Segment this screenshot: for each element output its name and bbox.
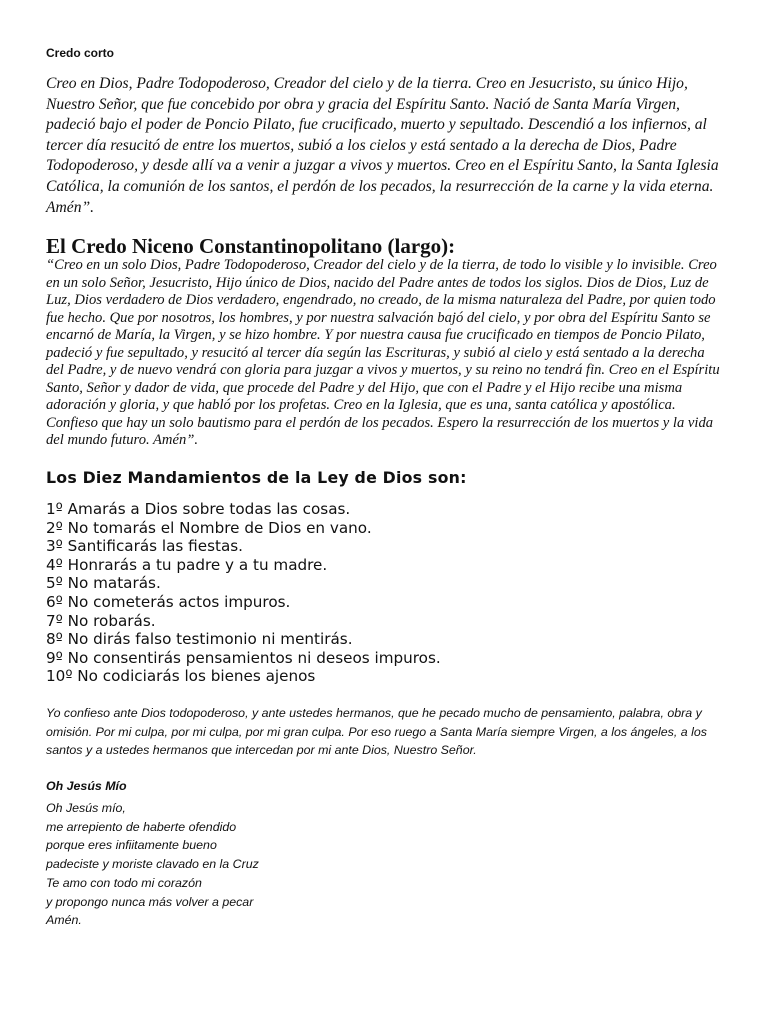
- credo-corto-heading: Credo corto: [46, 46, 115, 60]
- prayer-line: porque eres infiitamente bueno: [46, 838, 217, 853]
- list-item: 2º No tomarás el Nombre de Dios en vano.: [46, 518, 372, 537]
- mandamientos-heading: Los Diez Mandamientos de la Ley de Dios son:: [46, 468, 467, 487]
- prayer-line: me arrepiento de haberte ofendido: [46, 819, 237, 834]
- mandamientos-list: [46, 500, 441, 686]
- list-item: 8º No dirás falso testimonio ni mentirás.: [46, 630, 353, 649]
- list-item: 7º No robarás.: [46, 611, 156, 630]
- oh-jesus-prayer: [46, 799, 259, 930]
- list-item: 5º No matarás.: [46, 574, 161, 593]
- prayer-line: Oh Jesús mío,: [46, 801, 126, 815]
- list-item: 3º Santificarás las fiestas.: [46, 537, 243, 556]
- list-item: 1º Amarás a Dios sobre todas las cosas.: [46, 500, 351, 518]
- confiteor-text: Yo confieso ante Dios todopoderoso, y ante ustedes hermanos, que he pecado mucho de pensamiento, palabra, obra y omisión. Por mi culpa, por mi culpa, por mi gran culpa. Por eso ruego a Santa María siempre Virgen, a los ángeles, a los santos y a ustedes hermanos que intercedan por mi ante Dios, Nuestro Señor.: [46, 706, 707, 757]
- list-item: 6º No cometerás actos impuros.: [46, 592, 291, 611]
- list-item: 10º No codiciarás los bienes ajenos: [46, 667, 316, 686]
- credo-largo-text: “Creo en un solo Dios, Padre Todopoderoso, Creador del cielo y de la tierra, de todo lo visible y lo invisible. Creo en un solo Señor, Jesucristo, Hijo único de Dios, nacido del Padre antes de todos los siglos. Dios de Dios, Luz de Luz, Dios verdadero de Dios verdadero, engendrado, no creado, de la misma naturaleza del Padre, por quien todo fue hecho. Que por nosotros, los hombres, y por nuestra salvación bajó del cielo, y por obra del Espíritu Santo se encarnó de María, la Virgen, y se hizo hombre. Y por nuestra causa fue crucificado en tiempos de Poncio Pilato, padeció y fue sepultado, y resucitó al tercer día según las Escrituras, y subió al cielo y está sentado a la derecha del Padre, y de nuevo vendrá con gloria para juzgar a vivos y muertos, y su reino no tendrá fin. Creo en el Espíritu Santo, Señor y dador de vida, que procede del Padre y del Hijo, que con el Padre y el Hijo recibe una misma adoración y gloria, y que habló por los profetas. Creo en la Iglesia, que es una, santa católica y apostólica. Confieso que hay un solo bautismo para el perdón de los pecados. Espero la resurrección de los muertos y la vida del mundo futuro. Amén”.: [46, 257, 720, 448]
- credo-largo-heading: El Credo Niceno Constantinopolitano (largo):: [46, 234, 456, 258]
- prayer-line: Te amo con todo mi corazón: [46, 875, 202, 890]
- prayer-line: y propongo nunca más volver a pecar: [46, 894, 254, 909]
- list-item: 9º No consentirás pensamientos ni deseos impuros.: [46, 648, 441, 667]
- prayer-line: padeciste y moriste clavado en la Cruz: [46, 857, 259, 872]
- list-item: 4º Honrarás a tu padre y a tu madre.: [46, 555, 328, 574]
- prayer-line: Amén.: [46, 913, 82, 928]
- credo-corto-text: Creo en Dios, Padre Todopoderoso, Creador del cielo y de la tierra. Creo en Jesucristo, su único Hijo, Nuestro Señor, que fue concebido por obra y gracia del Espíritu Santo. Nació de Santa María Virgen, padeció bajo el poder de Poncio Pilato, fue crucificado, muerto y sepultado. Descendió a los infiernos, al tercer día resucitó de entre los muertos, subió a los cielos y está sentado a la derecha de Dios, Padre Todopoderoso, y desde allí va a venir a juzgar a vivos y muertos. Creo en el Espíritu Santo, la Santa Iglesia Católica, la comunión de los santos, el perdón de los pecados, la resurrección de la carne y la vida eterna. Amén”.: [46, 75, 719, 216]
- oh-jesus-heading: Oh Jesús Mío: [46, 779, 127, 793]
